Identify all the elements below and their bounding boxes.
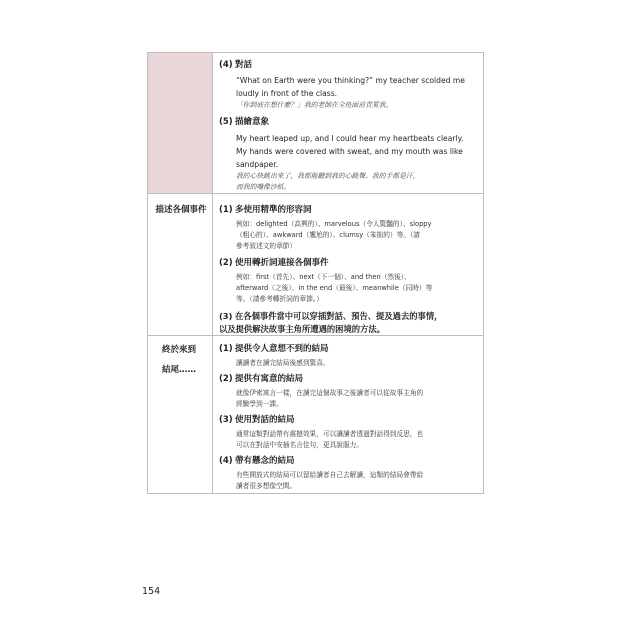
item-heading: [219, 455, 481, 467]
item-title: 描繪意象: [235, 117, 270, 127]
item-number: (2): [219, 374, 233, 384]
row-divider-1: [148, 193, 483, 194]
body-line: afterward（之後）、in the end（最後）、meanwhile（同時）等: [236, 284, 433, 292]
body-line: 就像伊索寓言一樣，在讀完這個故事之後讀者可以從故事主角的: [236, 389, 424, 397]
english-line: loudly in front of the class.: [236, 89, 338, 98]
body-line: 參考敘述文的章節）: [236, 242, 297, 250]
page-number: 154: [142, 586, 161, 597]
item-heading: [219, 343, 481, 355]
chinese-translation: 「你到底在想什麼？」我的老師在全班面前責罵我。: [236, 101, 393, 109]
item-number: (3): [219, 415, 233, 425]
column-divider: [212, 53, 213, 493]
english-line: My heart leaped up, and I could hear my heartbeats clearly.: [236, 134, 464, 143]
item-title: 提供有寓意的結局: [235, 374, 304, 384]
body-line: 經驗學到一課。: [236, 400, 283, 408]
item-title: 多使用精準的形容詞: [235, 205, 312, 215]
item-heading: [219, 59, 481, 71]
row-label-shade: [148, 53, 212, 193]
dialogue-row: [219, 59, 481, 193]
body-line: 例如：delighted（高興的）、marvelous（令人驚豔的）、sloppy: [236, 220, 432, 228]
body-line: 讓讀者在讀完結局後感到驚喜。: [236, 359, 330, 367]
item-heading: [219, 257, 481, 269]
body-line: 等。（請參考轉折詞的章節。）: [236, 295, 323, 303]
describe-events-row: [219, 204, 481, 335]
item-title: 使用對話的結局: [235, 415, 295, 425]
item-number: (1): [219, 344, 233, 354]
label-line: 結尾……: [162, 365, 197, 375]
item-title: 對話: [235, 60, 253, 70]
body-line: 有些開放式的結局可以留給讀者自己去解讀，這類的結局會帶給: [236, 471, 424, 479]
item-heading: [219, 414, 481, 426]
chinese-translation: 而我的嘴像沙紙。: [236, 183, 291, 191]
label-line: 終於來到: [162, 345, 197, 355]
english-line: “What on Earth were you thinking?” my teacher scolded me: [236, 76, 465, 85]
item-number: (2): [219, 258, 233, 268]
body-line: 通常這類對話帶有震撼效果，可以讓讀者透過對話得到反思，也: [236, 430, 424, 438]
item-heading: [219, 373, 481, 385]
body-line: （粗心的）、awkward（尷尬的）、clumsy（笨拙的）等。（請: [236, 231, 420, 239]
english-line: sandpaper.: [236, 160, 279, 169]
item-title: 使用轉折詞連接各個事件: [235, 258, 329, 268]
item-title: 提供令人意想不到的結局: [235, 344, 329, 354]
chinese-translation: 我的心快跳出來了，我都能聽到我的心跳聲。我的手都是汗，: [236, 172, 420, 180]
item-heading: [219, 116, 481, 128]
item-heading: [219, 310, 481, 323]
item-number: (4): [219, 60, 233, 70]
item-number: (5): [219, 117, 233, 127]
content-table: [147, 52, 484, 494]
section-label-describe-events: 描述各個事件: [155, 205, 207, 215]
item-number: (3): [219, 311, 233, 321]
item-title: 帶有懸念的結局: [235, 456, 295, 466]
item-heading: [219, 204, 481, 216]
item-number: (1): [219, 205, 233, 215]
ending-row: [219, 343, 481, 492]
body-line: 可以在對話中安插名言佳句，更具說服力。: [236, 441, 364, 449]
row-divider-2: [148, 335, 483, 336]
item-title: 以及提供解決故事主角所遭遇的困境的方法。: [219, 323, 385, 334]
item-title: 在各個事件當中可以穿插對話、預告、提及過去的事情，: [235, 311, 443, 321]
body-line: 例如：first（首先）、next（下一個）、and then（然後）、: [236, 273, 411, 281]
section-label-ending: [162, 340, 222, 380]
body-line: 讀者很多想像空間。: [236, 482, 297, 490]
english-line: My hands were covered with sweat, and my mouth was like: [236, 147, 463, 156]
item-heading-continued: [219, 323, 481, 336]
item-number: (4): [219, 456, 233, 466]
